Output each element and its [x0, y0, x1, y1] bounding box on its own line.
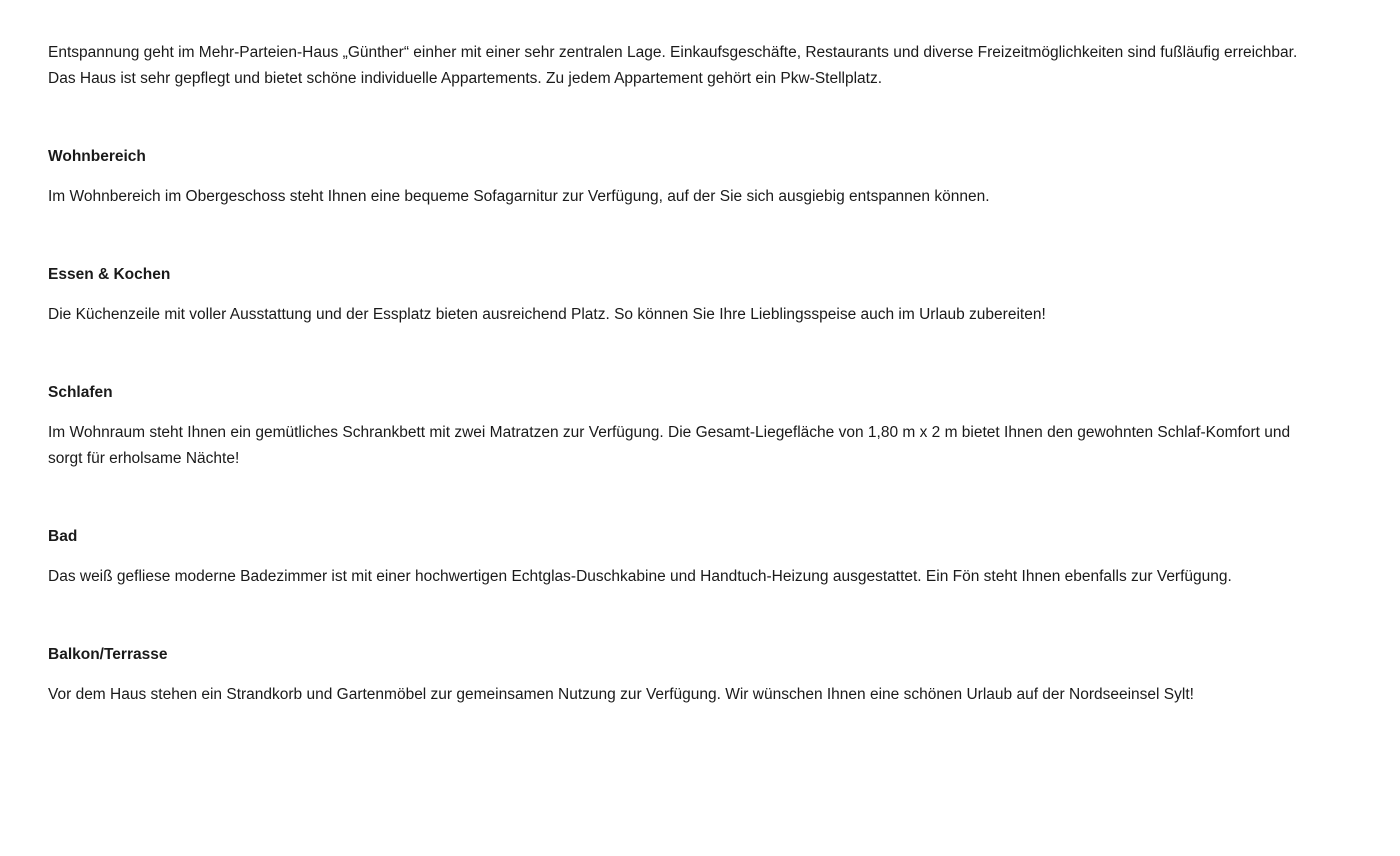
section-bad — [48, 524, 1318, 590]
section-heading: Wohnbereich — [48, 148, 146, 165]
intro-paragraph: Entspannung geht im Mehr-Parteien-Haus „Günther“ einher mit einer sehr zentralen Lage. Einkaufsgeschäfte, Restaurants und diverse Freizeitmöglichkeiten sind fußläufig erreichbar. Das Haus ist sehr gepflegt und bietet schöne individuelle Appartements. Zu jedem Appartement gehört ein Pkw-Stellplatz. — [48, 44, 1298, 87]
section-body: Im Wohnbereich im Obergeschoss steht Ihnen eine bequeme Sofagarnitur zur Verfügung, auf der Sie sich ausgiebig entspannen können. — [48, 188, 990, 205]
section-heading: Essen & Kochen — [48, 266, 171, 283]
section-body: Vor dem Haus stehen ein Strandkorb und Gartenmöbel zur gemeinsamen Nutzung zur Verfügung. Wir wünschen Ihnen eine schönen Urlaub auf der Nordseeinsel Sylt! — [48, 686, 1194, 703]
section-body: Die Küchenzeile mit voller Ausstattung und der Essplatz bieten ausreichend Platz. So können Sie Ihre Lieblingsspeise auch im Urlaub zubereiten! — [48, 306, 1046, 323]
section-heading: Balkon/Terrasse — [48, 646, 168, 663]
section-body: Das weiß gefliese moderne Badezimmer ist mit einer hochwertigen Echtglas-Duschkabine und Handtuch-Heizung ausgestattet. Ein Fön steht Ihnen ebenfalls zur Verfügung. — [48, 568, 1232, 585]
section-schlafen — [48, 380, 1318, 472]
section-heading: Bad — [48, 528, 78, 545]
document-body — [48, 40, 1318, 708]
section-wohnbereich — [48, 144, 1318, 210]
section-essen-kochen — [48, 262, 1318, 328]
section-body: Im Wohnraum steht Ihnen ein gemütliches Schrankbett mit zwei Matratzen zur Verfügung. Die Gesamt-Liegefläche von 1,80 m x 2 m bietet Ihnen den gewohnten Schlaf-Komfort und sorgt für erholsame Nächte! — [48, 424, 1291, 467]
section-heading: Schlafen — [48, 384, 113, 401]
section-balkon-terrasse — [48, 642, 1318, 708]
